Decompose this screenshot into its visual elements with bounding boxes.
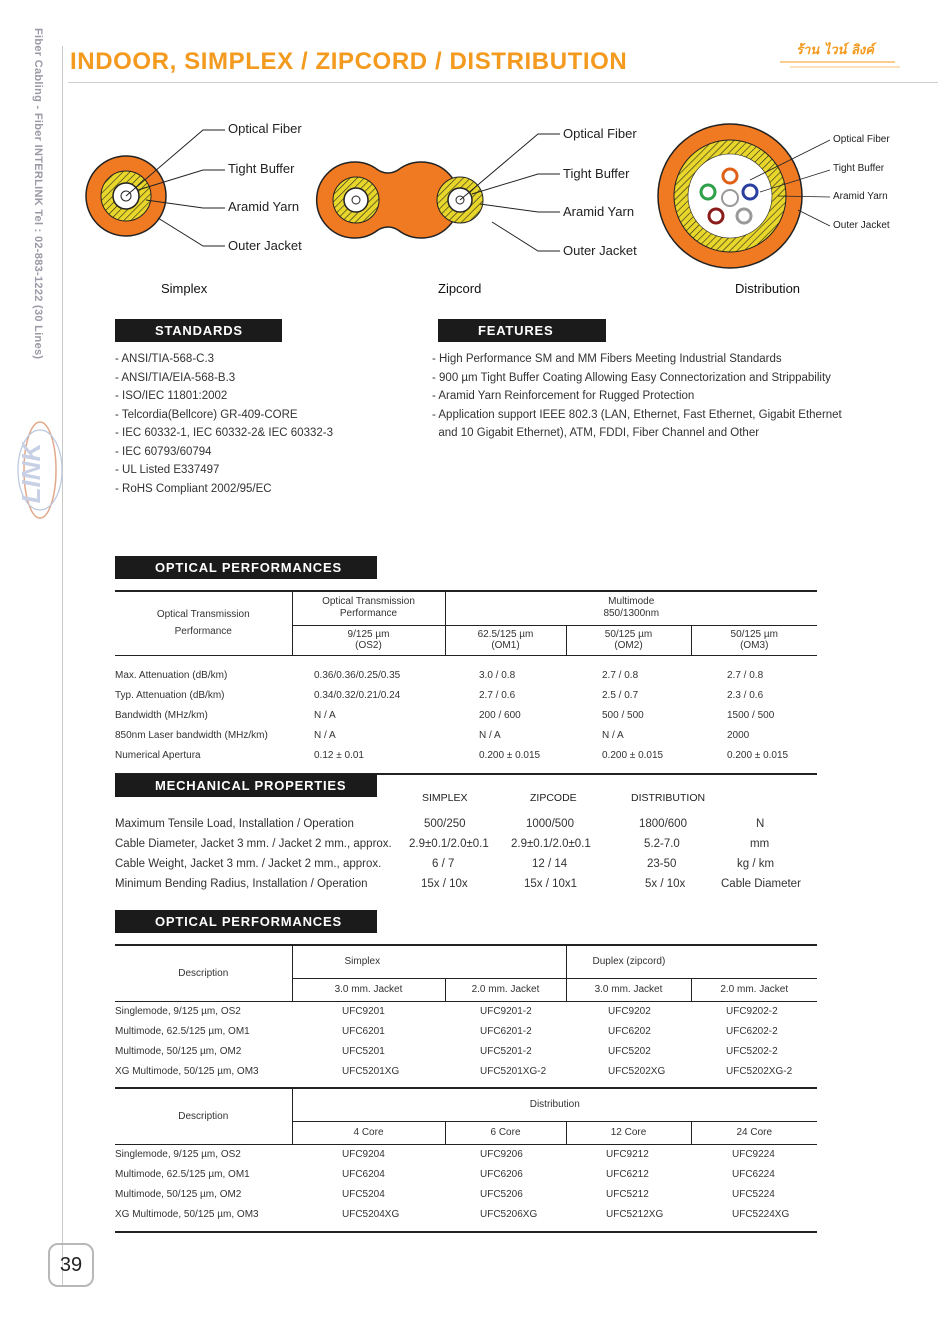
zipcord-label-tight-buffer: Tight Buffer: [563, 166, 630, 181]
simplex-caption: Simplex: [161, 281, 208, 296]
page-number: 39: [48, 1243, 94, 1287]
table-row: Multimode, 50/125 µm, OM2 UFC5204 UFC5206 UFC5212 UFC5224: [115, 1188, 775, 1200]
table-row: Numerical Apertura 0.12 ± 0.01 0.200 ± 0.015 0.200 ± 0.015 0.200 ± 0.015: [115, 749, 789, 761]
distribution-label-optical-fiber: Optical Fiber: [833, 134, 890, 145]
table-column-header: 12 Core: [566, 1121, 691, 1144]
table-column-header: 3.0 mm. Jacket: [566, 978, 691, 1001]
list-item: - Aramid Yarn Reinforcement for Rugged Protection: [432, 390, 695, 402]
mechanical-column-simplex: SIMPLEX: [422, 792, 468, 804]
zipcord-label-aramid-yarn: Aramid Yarn: [563, 204, 635, 219]
cable-diagrams: [60, 100, 940, 300]
distribution-cross-section: [658, 124, 830, 268]
mechanical-heading: MECHANICAL PROPERTIES: [115, 774, 377, 797]
zipcord-cross-section: [317, 134, 560, 251]
list-item: - Application support IEEE 802.3 (LAN, Ethernet, Fast Ethernet, Gigabit Ethernet: [432, 408, 842, 421]
simplex-label-aramid-yarn: Aramid Yarn: [228, 199, 300, 214]
table-column-header: 50/125 µm (OM2): [566, 625, 691, 655]
table-row: Multimode, 62.5/125 µm, OM1 UFC6204 UFC6206 UFC6212 UFC6224: [115, 1168, 775, 1180]
table-row: Singlemode, 9/125 µm, OS2 UFC9204 UFC9206 UFC9212 UFC9224: [115, 1148, 775, 1160]
table-row: Minimum Bending Radius, Installation / Operation 15x / 10x 15x / 10x1 5x / 10x Cable Diameter: [115, 878, 801, 890]
standards-list: [115, 350, 333, 498]
list-item: and 10 Gigabit Ethernet), ATM, FDDI, Fiber Channel and Other: [432, 427, 760, 439]
table-column-header: 62.5/125 µm (OM1): [445, 625, 566, 655]
table-row: Multimode, 50/125 µm, OM2 UFC5201 UFC5201-2 UFC5202 UFC5202-2: [115, 1045, 778, 1057]
mechanical-column-zipcode: ZIPCODE: [530, 792, 577, 804]
link-logo-icon: [12, 415, 68, 525]
table-column-header: 9/125 µm (OS2): [292, 625, 445, 655]
table-row: Cable Diameter, Jacket 3 mm. / Jacket 2 mm., approx. 2.9±0.1/2.0±0.1 2.9±0.1/2.0±0.1 5.2-7.0 mm: [115, 838, 770, 850]
simplex-label-tight-buffer: Tight Buffer: [228, 161, 295, 176]
simplex-label-optical-fiber: Optical Fiber: [228, 121, 302, 136]
brand-logo: [760, 36, 910, 74]
table-column-header: 3.0 mm. Jacket: [292, 978, 445, 1001]
list-item: - IEC 60793/60794: [115, 445, 212, 458]
table-row: Bandwidth (MHz/km) N / A 200 / 600 500 / 500 1500 / 500: [115, 709, 775, 721]
distribution-label-tight-buffer: Tight Buffer: [833, 163, 885, 174]
list-item: - ISO/IEC 11801:2002: [115, 390, 228, 402]
table-column-header: 2.0 mm. Jacket: [445, 978, 566, 1001]
table-row: Maximum Tensile Load, Installation / Operation 500/250 1000/500 1800/600 N: [115, 818, 765, 830]
table-column-header: 2.0 mm. Jacket: [691, 978, 817, 1001]
list-item: - IEC 60332-1, IEC 60332-2& IEC 60332-3: [115, 427, 333, 439]
list-item: - ANSI/TIA-568-C.3: [115, 353, 215, 365]
table-description-header: Description: [115, 1088, 292, 1144]
ordering-table-simplex-duplex: [115, 944, 817, 1087]
list-item: - High Performance SM and MM Fibers Meeting Industrial Standards: [432, 353, 782, 365]
distribution-label-aramid-yarn: Aramid Yarn: [833, 191, 888, 202]
features-heading: FEATURES: [438, 319, 606, 342]
table-column-header: 50/125 µm (OM3): [691, 625, 817, 655]
distribution-label-outer-jacket: Outer Jacket: [833, 220, 890, 231]
list-item: - UL Listed E337497: [115, 464, 220, 476]
table-column-header: 6 Core: [445, 1121, 566, 1144]
table-group-header: Simplex: [292, 945, 566, 978]
brand-logo-text: ร้าน ไวน์ ลิงค์: [796, 43, 874, 58]
table-row: XG Multimode, 50/125 µm, OM3 UFC5201XG UFC5201XG-2 UFC5202XG UFC5202XG-2: [115, 1065, 793, 1077]
ordering-table-distribution: [115, 1087, 817, 1233]
table-group-header: Optical Transmission Performance: [292, 591, 445, 625]
table-row: 850nm Laser bandwidth (MHz/km) N / A N / A N / A 2000: [115, 729, 750, 741]
table-column-header: 4 Core: [292, 1121, 445, 1144]
link-logo-text: LINK: [16, 442, 46, 504]
zipcord-label-optical-fiber: Optical Fiber: [563, 126, 637, 141]
zipcord-label-outer-jacket: Outer Jacket: [563, 243, 637, 258]
table-group-header: Multimode 850/1300nm: [445, 591, 817, 625]
table-group-header: Duplex (zipcord): [566, 945, 817, 978]
features-list: [432, 350, 842, 443]
table-row: Multimode, 62.5/125 µm, OM1 UFC6201 UFC6201-2 UFC6202 UFC6202-2: [115, 1025, 778, 1037]
table-row: Max. Attenuation (dB/km) 0.36/0.36/0.25/0.35 3.0 / 0.8 2.7 / 0.8 2.7 / 0.8: [115, 669, 764, 681]
table-row: XG Multimode, 50/125 µm, OM3 UFC5204XG UFC5206XG UFC5212XG UFC5224XG: [115, 1208, 790, 1220]
list-item: - RoHS Compliant 2002/95/EC: [115, 482, 272, 495]
list-item: - Telcordia(Bellcore) GR-409-CORE: [115, 408, 298, 421]
simplex-cross-section: [86, 130, 225, 246]
mechanical-column-distribution: DISTRIBUTION: [631, 792, 706, 804]
optical-performance-table: [115, 590, 817, 775]
table-corner-label: Optical Transmission Performance: [115, 591, 292, 655]
table-group-header: Distribution: [292, 1088, 817, 1121]
header-divider: [68, 82, 938, 83]
list-item: - ANSI/TIA/EIA-568-B.3: [115, 371, 236, 384]
distribution-caption: Distribution: [735, 281, 801, 296]
sidebar-contact-text: Fiber Cabling - Fiber INTERLINK Tel : 02-883-1222 (30 Lines): [32, 28, 44, 360]
list-item: - 900 µm Tight Buffer Coating Allowing Easy Connectorization and Strippability: [432, 371, 831, 384]
optical-performance-heading: OPTICAL PERFORMANCES: [115, 556, 377, 579]
table-row: Singlemode, 9/125 µm, OS2 UFC9201 UFC9201-2 UFC9202 UFC9202-2: [115, 1005, 778, 1017]
table-description-header: Description: [115, 945, 292, 1001]
simplex-label-outer-jacket: Outer Jacket: [228, 238, 302, 253]
page-title: INDOOR, SIMPLEX / ZIPCORD / DISTRIBUTION: [70, 48, 628, 75]
zipcord-caption: Zipcord: [438, 281, 482, 296]
table-row: Typ. Attenuation (dB/km) 0.34/0.32/0.21/0.24 2.7 / 0.6 2.5 / 0.7 2.3 / 0.6: [115, 689, 764, 701]
sidebar: [0, 0, 62, 1325]
table-row: Cable Weight, Jacket 3 mm. / Jacket 2 mm., approx. 6 / 7 12 / 14 23-50 kg / km: [115, 858, 775, 870]
table-column-header: 24 Core: [691, 1121, 817, 1144]
ordering-heading: OPTICAL PERFORMANCES: [115, 910, 377, 933]
standards-heading: STANDARDS: [115, 319, 282, 342]
